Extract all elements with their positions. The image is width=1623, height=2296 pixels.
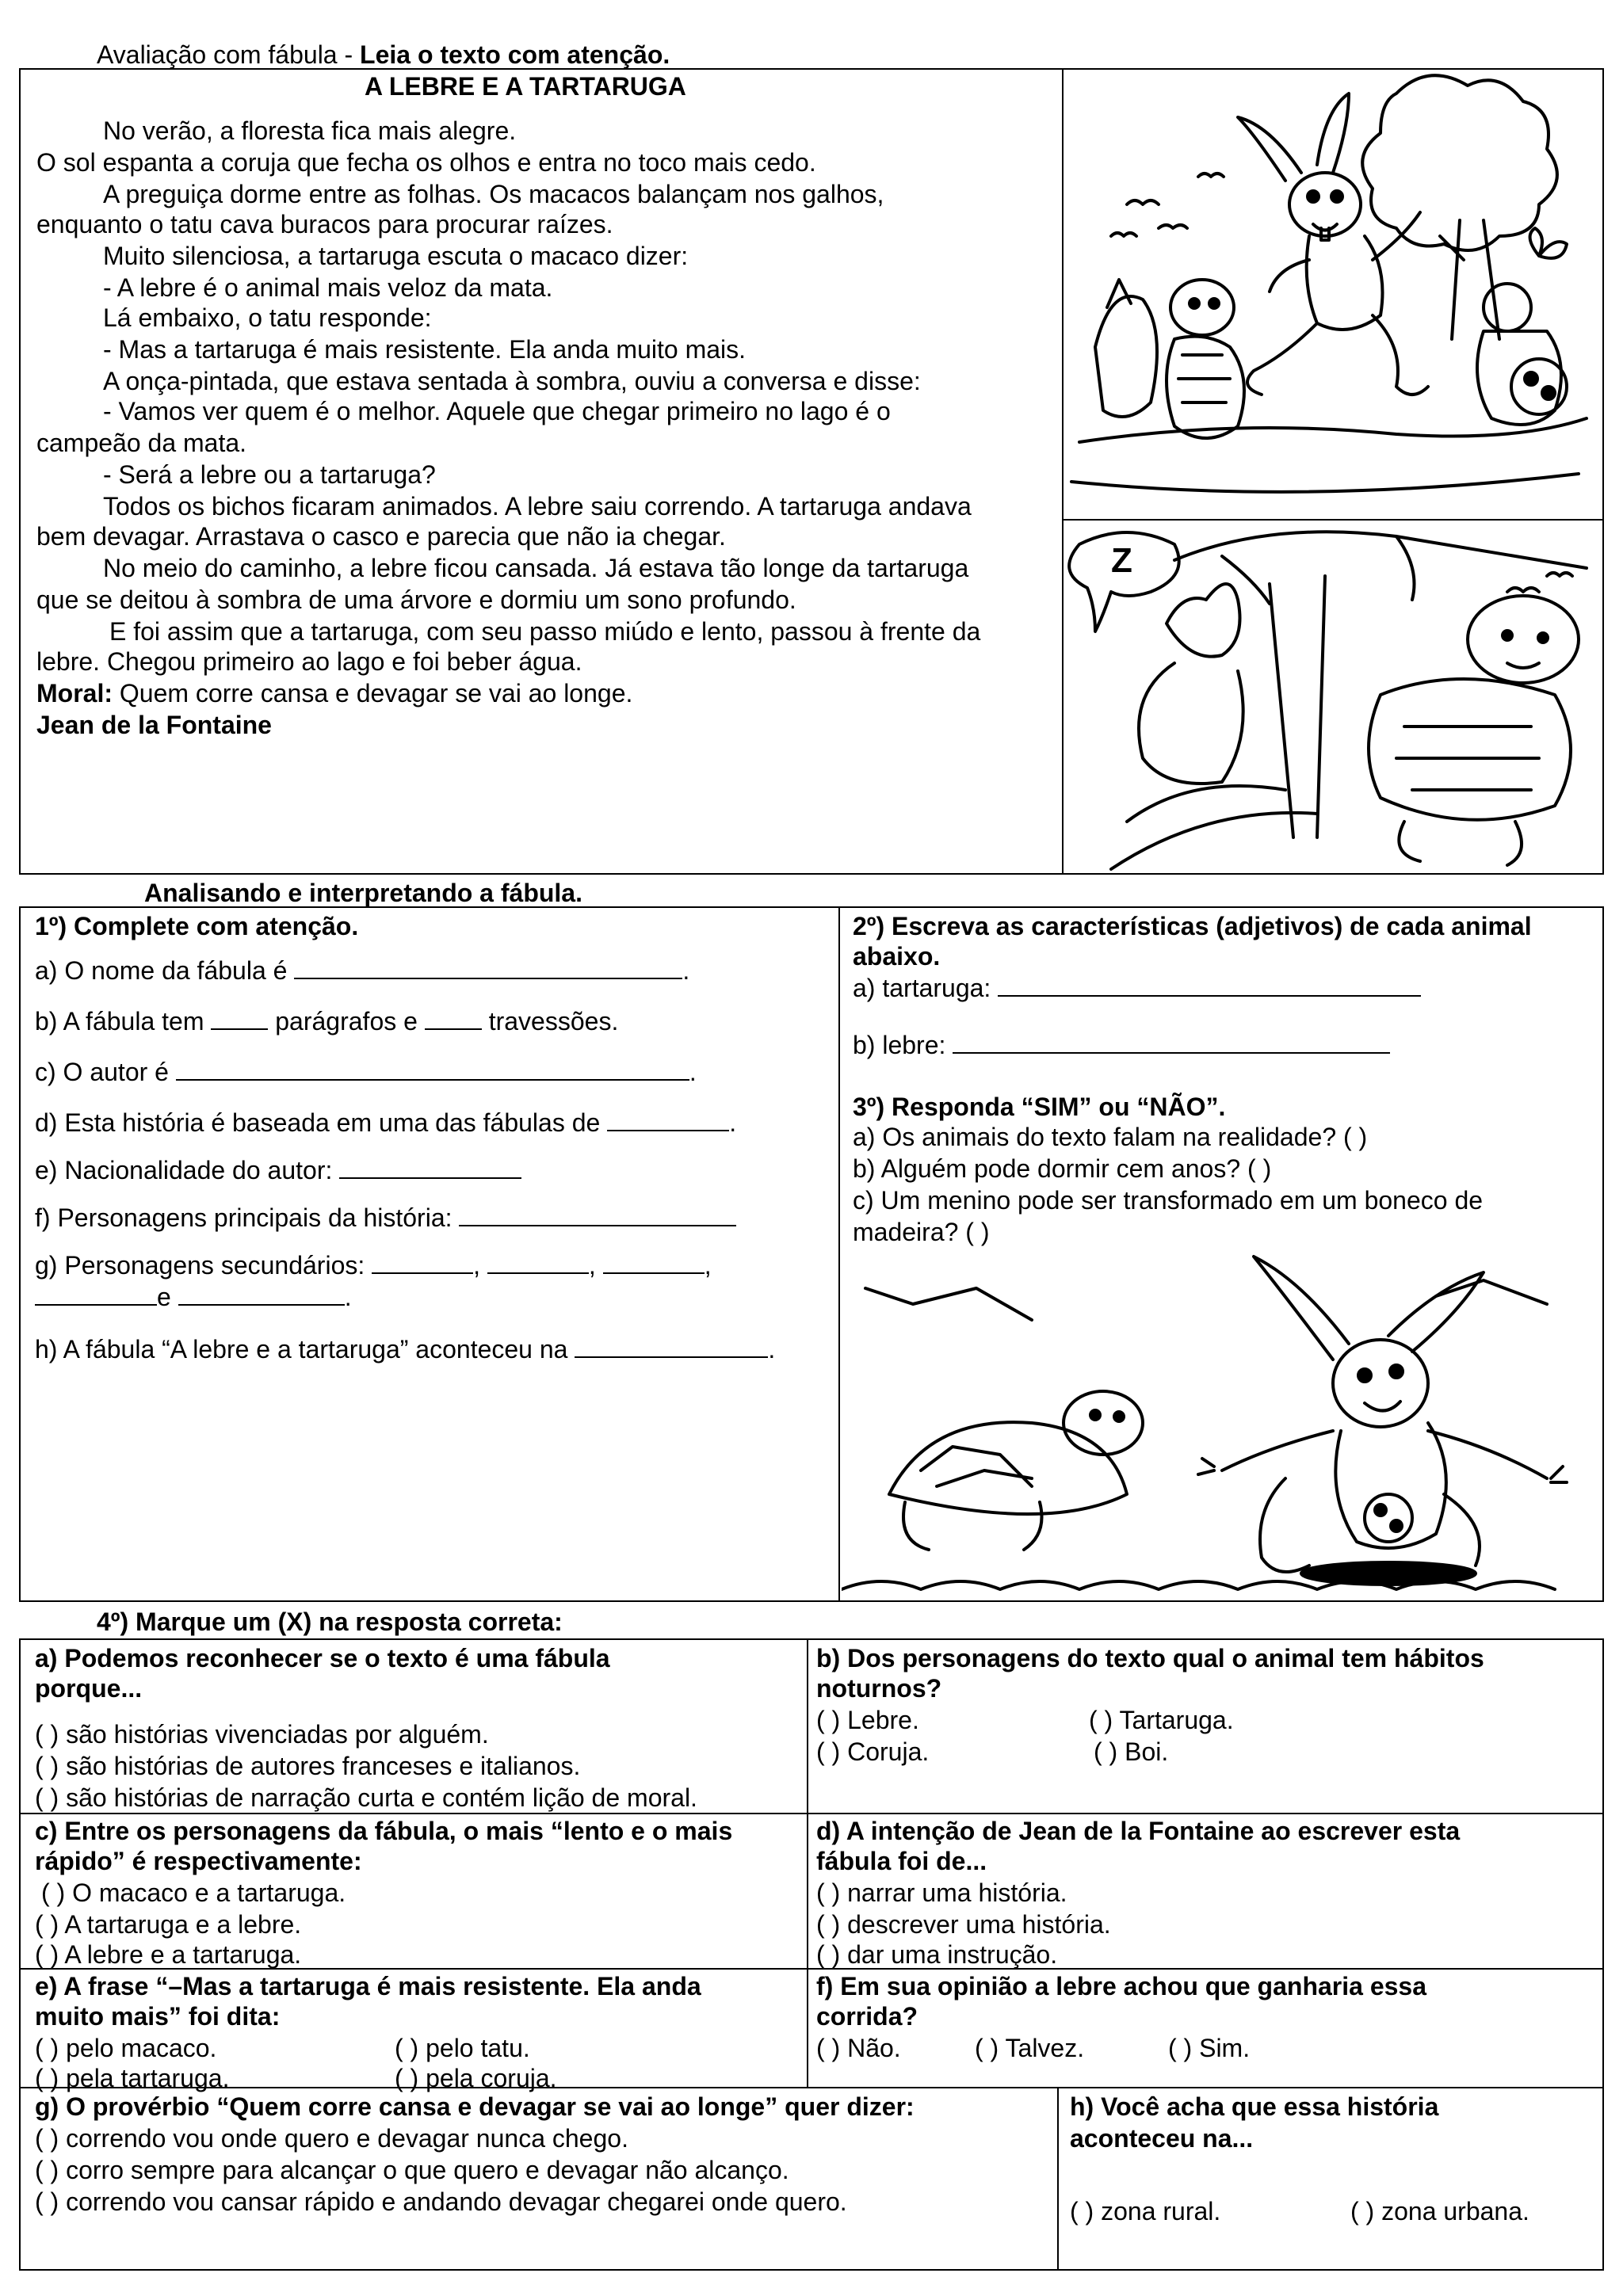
answer-blank[interactable] [35,1283,157,1306]
story-paragraph: enquanto o tatu cava buracos para procurar raízes. [36,210,613,238]
answer-blank[interactable] [459,1204,736,1226]
story-paragraph: A preguiça dorme entre as folhas. Os macacos balançam nos galhos, [103,180,884,208]
q4a-option[interactable]: ( ) são histórias de autores franceses e italianos. [35,1752,581,1780]
q4g-option[interactable]: ( ) correndo vou onde quero e devagar nunca chego. [35,2124,628,2153]
moral-label: Moral: [36,679,113,707]
q4c-option[interactable]: ( ) A lebre e a tartaruga. [35,1940,302,1969]
q2-a-text: a) tartaruga: [853,974,991,1002]
q1-c-text: c) O autor é [35,1058,169,1086]
hare-sleeping-illustration [1064,521,1602,873]
q1-a-text: a) O nome da fábula é [35,956,288,985]
answer-blank[interactable] [178,1283,345,1306]
header-intro: Avaliação com fábula - [97,40,361,69]
q1-title: 1º) Complete com atenção. [35,912,359,940]
story-paragraph: Lá embaixo, o tatu responde: [103,303,432,332]
story-title: A LEBRE E A TARTARUGA [365,72,686,101]
answer-blank[interactable] [487,1252,589,1274]
story-paragraph: Todos os bichos ficaram animados. A lebre saiu correndo. A tartaruga andava [103,492,972,521]
answer-blank[interactable] [575,1336,768,1358]
q4b-option[interactable]: ( ) Lebre. [816,1706,919,1734]
answer-blank[interactable] [953,1032,1390,1054]
q4c-option[interactable]: ( ) O macaco e a tartaruga. [41,1878,346,1907]
q4f-option[interactable]: ( ) Talvez. [975,2034,1085,2062]
q4h-title-cont: aconteceu na... [1070,2124,1254,2153]
story-paragraph: No meio do caminho, a lebre ficou cansada. Já estava tão longe da tartaruga [103,554,969,582]
q4h-option[interactable]: ( ) zona rural. [1070,2197,1221,2225]
q1-f-text: f) Personagens principais da história: [35,1203,453,1232]
q1-b-text: parágrafos e [275,1007,418,1035]
story-paragraph: No verão, a floresta fica mais alegre. [103,116,517,145]
moral-text: Quem corre cansa e devagar se vai ao longe. [113,679,633,707]
story-paragraph: - Será a lebre ou a tartaruga? [103,460,436,489]
q1-g-text: g) Personagens secundários: [35,1251,365,1280]
sleep-z-text: Z [1111,541,1132,580]
q4e-title: e) A frase “–Mas a tartaruga é mais resistente. Ela anda [35,1972,701,2000]
q4-divider [807,1638,808,2087]
q1-item-f [35,1203,736,1234]
q1-item-b [35,1006,618,1037]
q1-g-text: e [157,1283,171,1311]
header-line [97,40,670,71]
story-paragraph: - Vamos ver quem é o melhor. Aquele que chegar primeiro no lago é o [103,397,891,425]
story-paragraph: A onça-pintada, que estava sentada à sombra, ouviu a conversa e disse: [103,367,921,395]
q2-b-text: b) lebre: [853,1031,946,1059]
q1-item-c: c) O autor é . [35,1058,697,1086]
q4b-option[interactable]: ( ) Tartaruga. [1089,1706,1234,1734]
q1-item-a: a) O nome da fábula é . [35,956,690,985]
q4-row-line [19,2087,1604,2088]
answer-blank[interactable] [372,1252,473,1274]
q4d-title-cont: fábula foi de... [816,1847,987,1875]
q1-item-g: g) Personagens secundários: , , , [35,1251,712,1280]
q4c-option[interactable]: ( ) A tartaruga e a lebre. [35,1910,302,1939]
q3-title: 3º) Responda “SIM” ou “NÃO”. [853,1093,1226,1121]
q4-divider-bottom [1057,2087,1059,2271]
q4d-title: d) A intenção de Jean de la Fontaine ao escrever esta [816,1817,1461,1845]
q4e-option[interactable]: ( ) pelo tatu. [395,2034,530,2062]
q1-b-text: b) A fábula tem [35,1007,204,1035]
q2-title: 2º) Escreva as características (adjetivos) de cada animal [853,912,1532,940]
q1-e-text: e) Nacionalidade do autor: [35,1156,333,1184]
header-instruction: Leia o texto com atenção. [360,40,670,69]
q1-item-e [35,1155,521,1186]
q4g-option[interactable]: ( ) correndo vou cansar rápido e andando devagar chegarei onde quero. [35,2187,847,2216]
answer-blank[interactable] [998,974,1421,997]
q4c-title: c) Entre os personagens da fábula, o mais “lento e o mais [35,1817,733,1845]
q4b-title: b) Dos personagens do texto qual o animal tem hábitos [816,1644,1484,1672]
story-paragraph: lebre. Chegou primeiro ao lago e foi beber água. [36,647,582,676]
q4h-title: h) Você acha que essa história [1070,2092,1439,2121]
q2-item-b [853,1030,1390,1061]
q1-item-h: h) A fábula “A lebre e a tartaruga” aconteceu na . [35,1335,776,1363]
answer-blank[interactable] [176,1058,689,1081]
q4c-title-cont: rápido” é respectivamente: [35,1847,362,1875]
story-moral [36,678,1043,709]
q2-item-a [853,973,1421,1004]
q1-h-text: h) A fábula “A lebre e a tartaruga” aconteceu na [35,1335,568,1363]
q1-d-text: d) Esta história é baseada em uma das fábulas de [35,1108,601,1137]
answer-blank[interactable] [211,1008,268,1030]
q4f-title: f) Em sua opinião a lebre achou que ganharia essa [816,1972,1426,2000]
q4d-option[interactable]: ( ) descrever uma história. [816,1910,1111,1939]
story-paragraph: Muito silenciosa, a tartaruga escuta o macaco dizer: [103,242,689,270]
story-paragraph: bem devagar. Arrastava o casco e parecia que não ia chegar. [36,522,726,551]
q2-title-cont: abaixo. [853,942,941,971]
q4h-option[interactable]: ( ) zona urbana. [1350,2197,1529,2225]
story-paragraph: O sol espanta a coruja que fecha os olhos e entra no toco mais cedo. [36,148,816,177]
q4f-option[interactable]: ( ) Sim. [1168,2034,1251,2062]
answer-blank[interactable] [339,1157,521,1179]
story-paragraph: que se deitou à sombra de uma árvore e dormiu um sono profundo. [36,585,796,614]
q4e-title-cont: muito mais” foi dita: [35,2002,281,2031]
q1-item-g-cont: e . [35,1282,352,1313]
q4e-option[interactable]: ( ) pelo macaco. [35,2034,217,2062]
q4e-option[interactable]: ( ) pela tartaruga. [35,2064,230,2092]
q4b-title-cont: noturnos? [816,1674,942,1703]
q4b-option[interactable]: ( ) Boi. [1094,1737,1169,1766]
q4a-option[interactable]: ( ) são histórias vivenciadas por alguém. [35,1720,489,1749]
q3-item-a: a) Os animais do texto falam na realidade? ( ) [853,1123,1368,1151]
answer-blank[interactable] [425,1008,482,1030]
story-paragraph: - A lebre é o animal mais veloz da mata. [103,273,553,302]
q3-item-c-cont: madeira? ( ) [853,1218,990,1246]
story-paragraph: campeão da mata. [36,429,247,457]
q4b-option[interactable]: ( ) Coruja. [816,1737,930,1766]
race-start-illustration [1064,70,1602,517]
section-title: Analisando e interpretando a fábula. [144,879,582,907]
q4a-option[interactable]: ( ) são histórias de narração curta e contém lição de moral. [35,1783,697,1812]
q4a-title: a) Podemos reconhecer se o texto é uma fábula [35,1644,610,1672]
q1-b-text: travessões. [488,1007,619,1035]
q1-item-d: d) Esta história é baseada em uma das fábulas de . [35,1108,737,1137]
hare-jumping-illustration [842,1241,1601,1600]
answer-blank[interactable] [294,957,682,979]
answer-blank[interactable] [603,1252,705,1274]
questions-divider [838,906,840,1602]
q4g-title: g) O provérbio “Quem corre cansa e devagar se vai ao longe” quer dizer: [35,2092,915,2121]
story-paragraph: E foi assim que a tartaruga, com seu passo miúdo e lento, passou à frente da [109,617,981,646]
q3-item-c: c) Um menino pode ser transformado em um boneco de [853,1186,1484,1215]
q4-title: 4º) Marque um (X) na resposta correta: [97,1608,563,1636]
q4f-title-cont: corrida? [816,2002,918,2031]
answer-blank[interactable] [607,1109,729,1131]
q4d-option[interactable]: ( ) narrar uma história. [816,1878,1067,1907]
q4g-option[interactable]: ( ) corro sempre para alcançar o que quero e devagar não alcanço. [35,2156,789,2184]
q4e-option[interactable]: ( ) pela coruja. [395,2064,557,2092]
q4f-option[interactable]: ( ) Não. [816,2034,901,2062]
story-author: Jean de la Fontaine [36,711,272,739]
story-paragraph: - Mas a tartaruga é mais resistente. Ela anda muito mais. [103,335,747,364]
q4d-option[interactable]: ( ) dar uma instrução. [816,1940,1058,1969]
q3-item-b: b) Alguém pode dormir cem anos? ( ) [853,1154,1272,1183]
q4a-title-cont: porque... [35,1674,143,1703]
